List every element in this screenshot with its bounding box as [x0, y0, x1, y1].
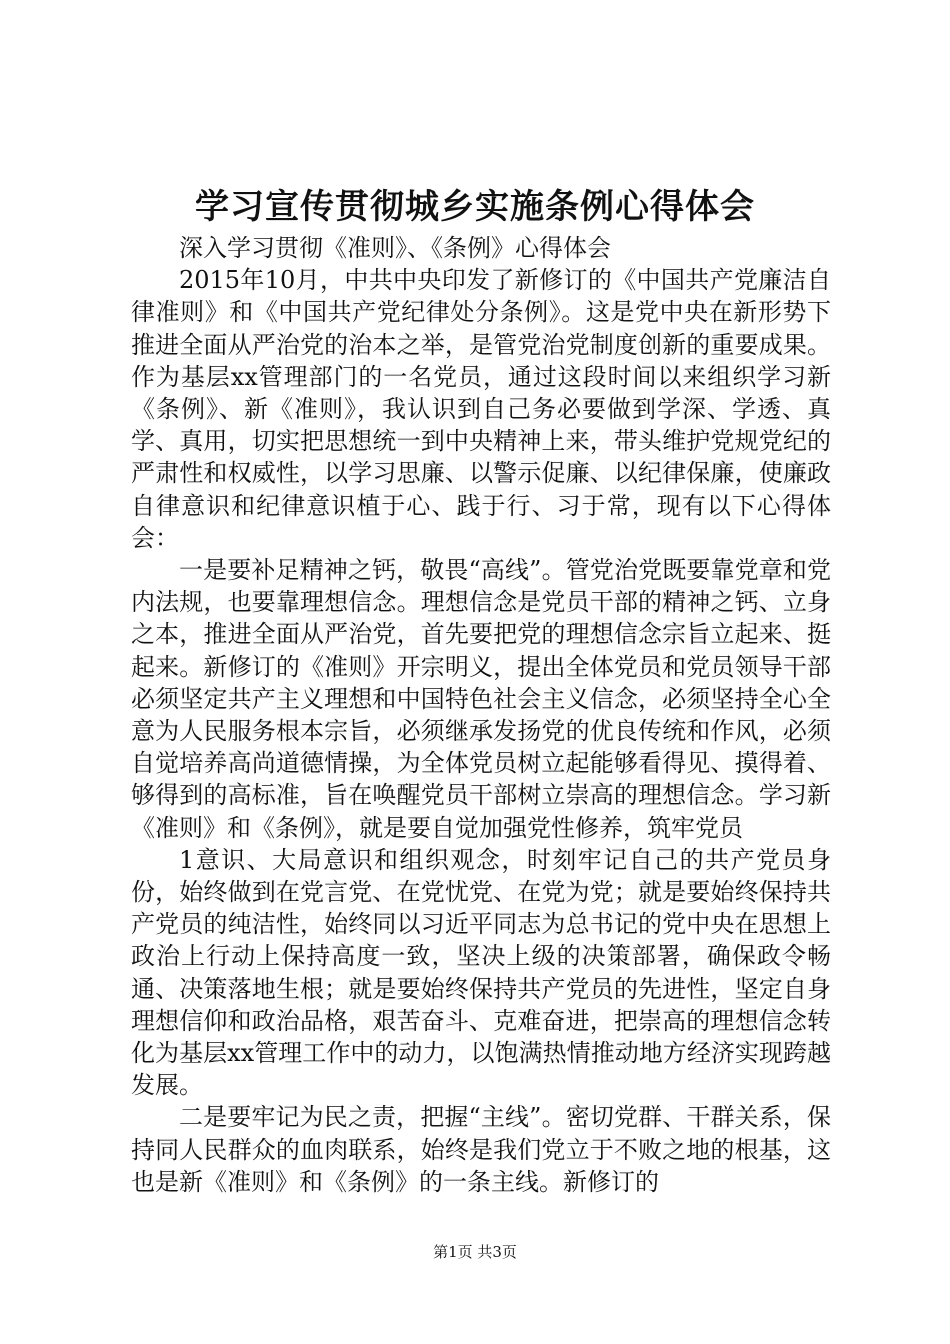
paragraph-point-two: 二是要牢记为民之责，把握“主线”。密切党群、干群关系，保持同人民群众的血肉联系，始终是我们党立于不败之地的根基，这也是新《准则》和《条例》的一条主线。新修订的	[131, 1103, 831, 1196]
paragraph-point-one-continued: 1意识、大局意识和组织观念，时刻牢记自己的共产党员身份，始终做到在党言党、在党忧党、在党为党；就是要始终保持共产党员的纯洁性，始终同以习近平同志为总书记的党中央在思想上政治上行动上保持高度一致，坚决上级的决策部署，确保政令畅通、决策落地生根；就是要始终保持共产党员的先进性，坚定自身理想信仰和政治品格，艰苦奋斗、克难奋进，把崇高的理想信念转化为基层xx管理工作中的动力，以饱满热情推动地方经济实现跨越发展。	[131, 845, 831, 1100]
document-body	[131, 232, 831, 1198]
document-title: 学习宣传贯彻城乡实施条例心得体会	[195, 187, 755, 227]
page-number-footer: 第1页 共3页	[433, 1243, 517, 1261]
paragraph-intro: 2015年10月，中共中央印发了新修订的《中国共产党廉洁自律准则》和《中国共产党纪律处分条例》。这是党中央在新形势下推进全面从严治党的治本之举，是管党治党制度创新的重要成果。作为基层xx管理部门的一名党员，通过这段时间以来组织学习新《条例》、新《准则》，我认识到自己务必要做到学深、学透、真学、真用，切实把思想统一到中央精神上来，带头维护党规党纪的严肃性和权威性，以学习思廉、以警示促廉、以纪律保廉，使廉政自律意识和纪律意识植于心、践于行、习于常，现有以下心得体会：	[131, 266, 831, 552]
paragraph-point-one: 一是要补足精神之钙，敬畏“高线”。管党治党既要靠党章和党内法规，也要靠理想信念。理想信念是党员干部的精神之钙、立身之本，推进全面从严治党，首先要把党的理想信念宗旨立起来、挺起来。新修订的《准则》开宗明义，提出全体党员和党员领导干部必须坚定共产主义理想和中国特色社会主义信念，必须坚持全心全意为人民服务根本宗旨，必须继承发扬党的优良传统和作风，必须自觉培养高尚道德情操，为全体党员树立起能够看得见、摸得着、够得到的高标准，旨在唤醒党员干部树立崇高的理想信念。学习新《准则》和《条例》，就是要自觉加强党性修养，筑牢党员	[131, 556, 831, 842]
paragraph-subtitle: 深入学习贯彻《准则》、《条例》心得体会	[179, 234, 611, 262]
